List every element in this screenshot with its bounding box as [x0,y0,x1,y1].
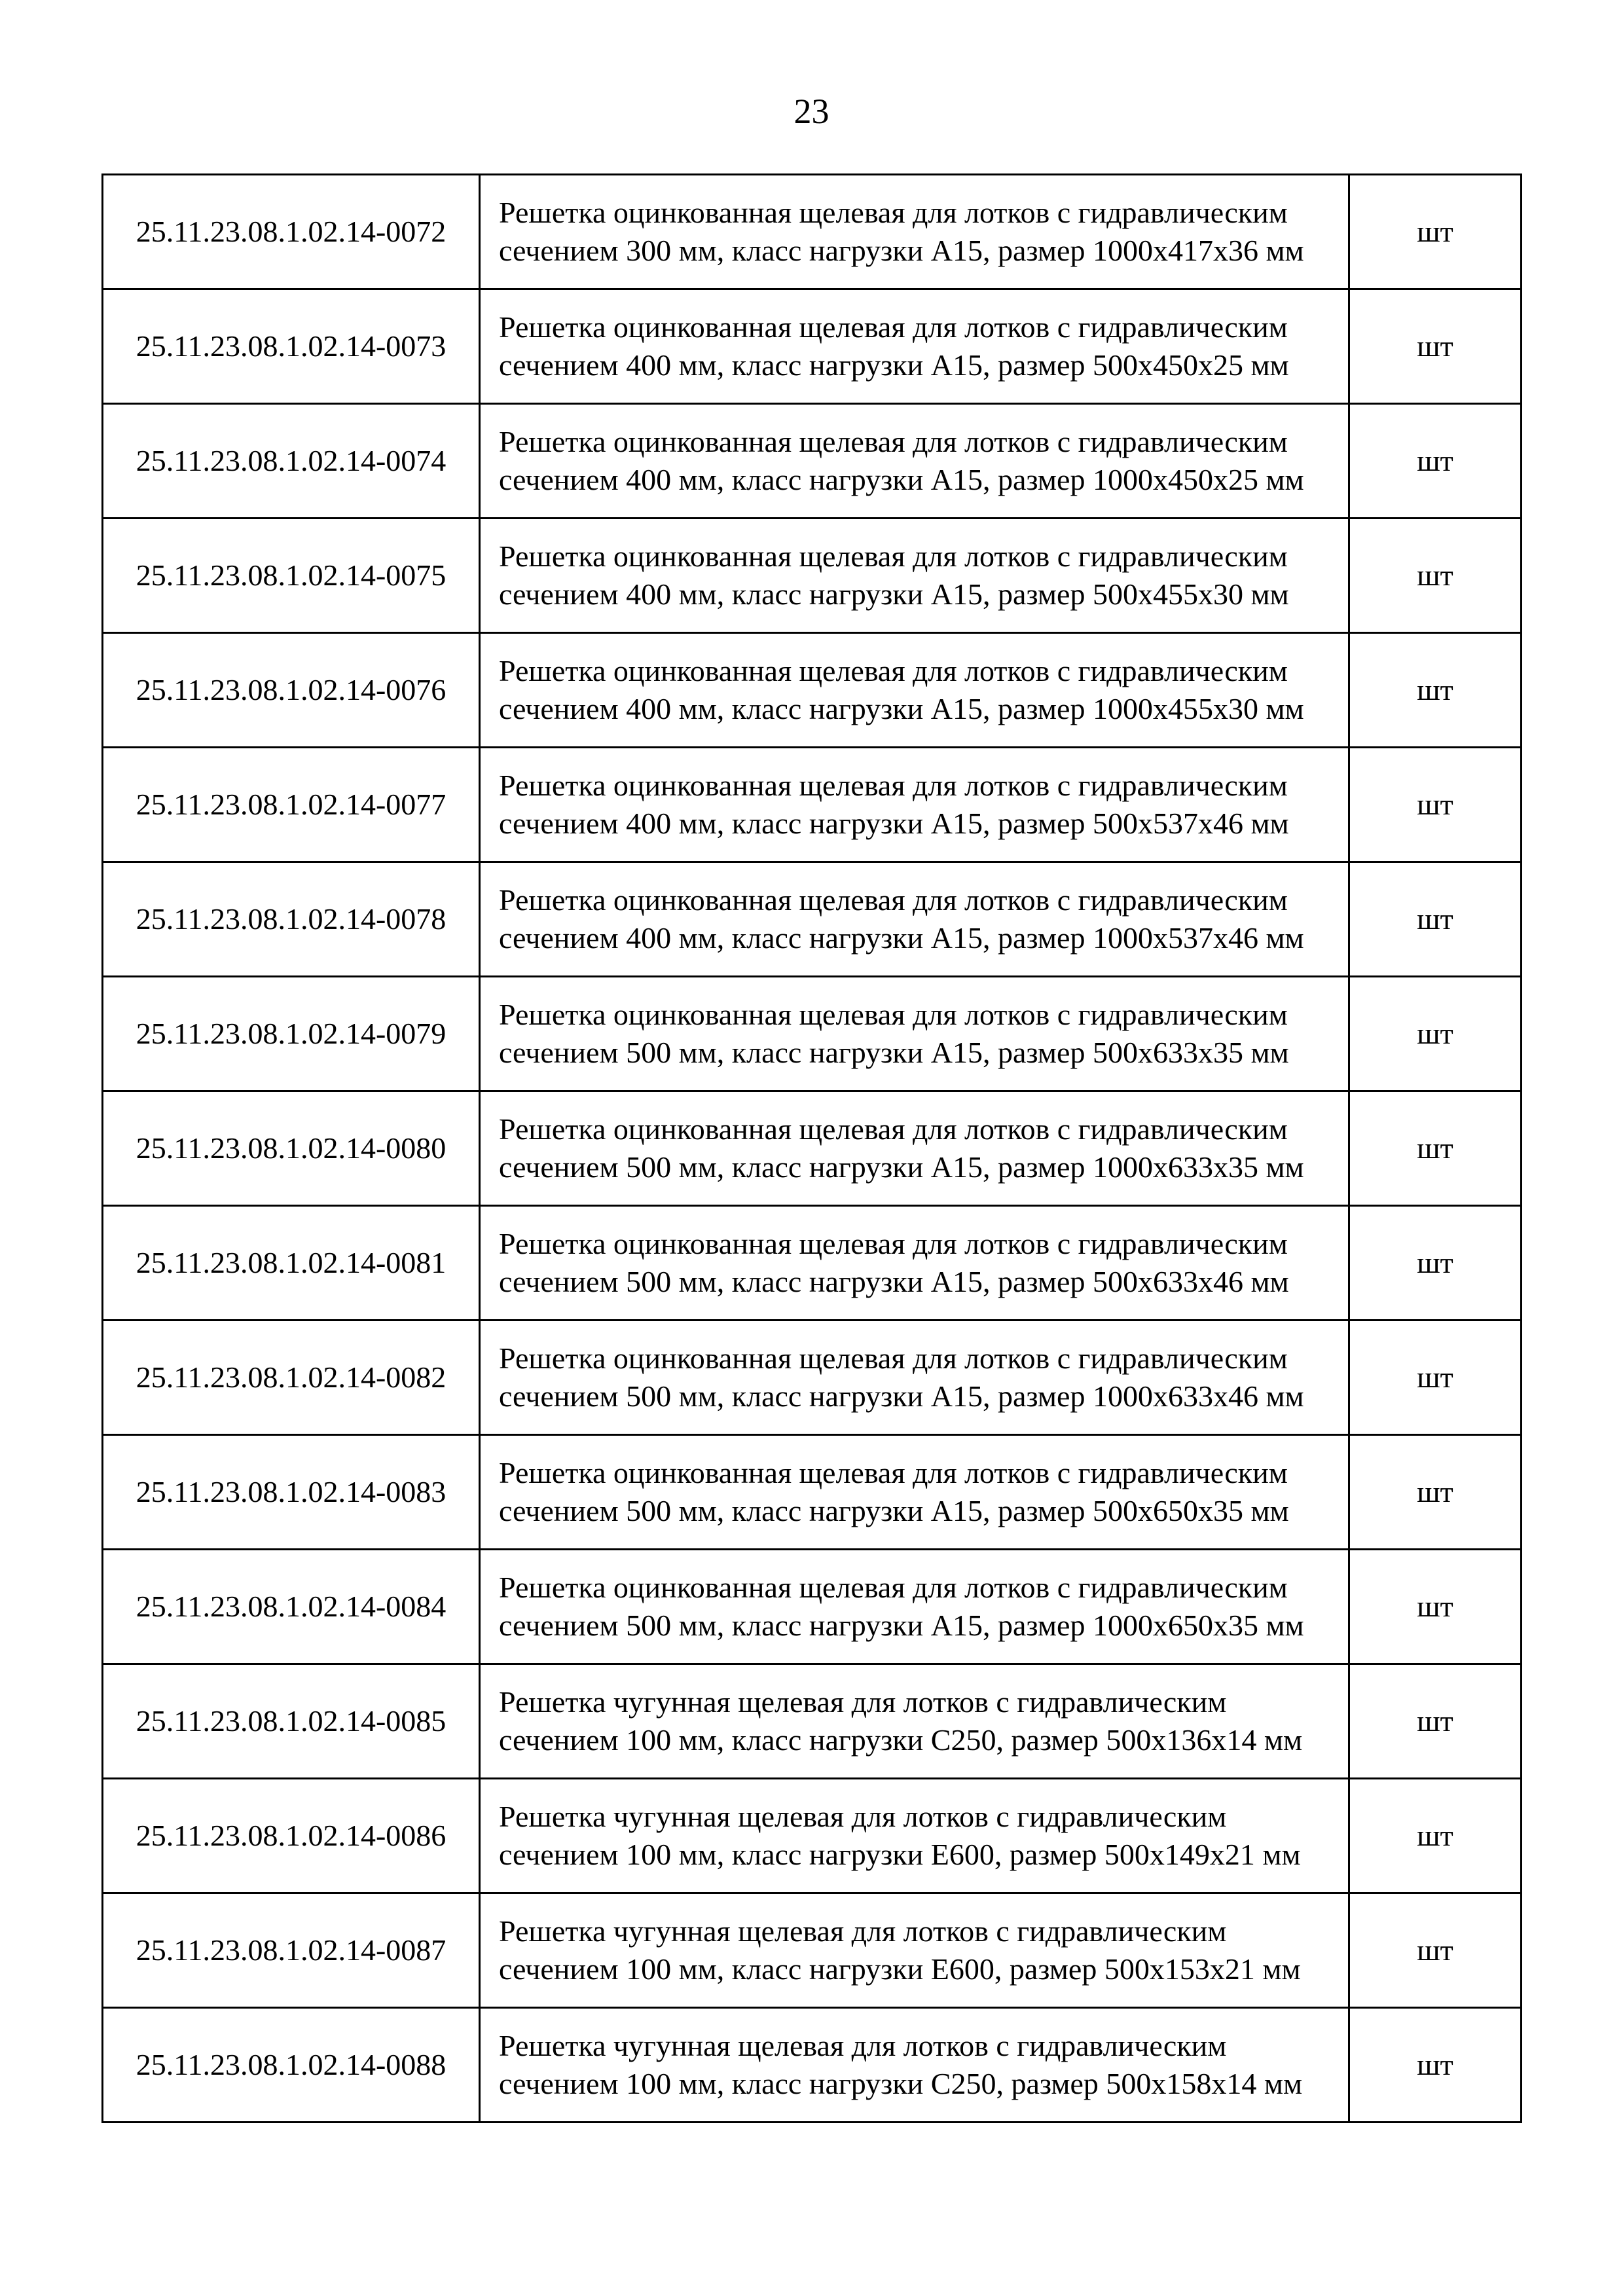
item-code: 25.11.23.08.1.02.14-0074 [103,404,480,519]
item-unit: шт [1349,748,1522,862]
item-description: Решетка оцинкованная щелевая для лотков с гидравлическим сечением 500 мм, класс нагрузки А15, размер 500х633х46 мм [480,1206,1349,1321]
item-code: 25.11.23.08.1.02.14-0075 [103,519,480,633]
table-row [103,977,1522,1091]
item-unit: шт [1349,1779,1522,1893]
item-code: 25.11.23.08.1.02.14-0080 [103,1091,480,1206]
item-code: 25.11.23.08.1.02.14-0072 [103,175,480,289]
item-code: 25.11.23.08.1.02.14-0078 [103,862,480,977]
item-description: Решетка оцинкованная щелевая для лотков с гидравлическим сечением 500 мм, класс нагрузки А15, размер 1000х650х35 мм [480,1550,1349,1664]
item-description: Решетка чугунная щелевая для лотков с гидравлическим сечением 100 мм, класс нагрузки Е600, размер 500х149х21 мм [480,1779,1349,1893]
table-row [103,1779,1522,1893]
table-row [103,289,1522,404]
table-row [103,633,1522,748]
table-row [103,1664,1522,1779]
table-row [103,862,1522,977]
item-description: Решетка оцинкованная щелевая для лотков с гидравлическим сечением 400 мм, класс нагрузки А15, размер 1000х455х30 мм [480,633,1349,748]
item-description: Решетка чугунная щелевая для лотков с гидравлическим сечением 100 мм, класс нагрузки Е600, размер 500х153х21 мм [480,1893,1349,2008]
table-row [103,1091,1522,1206]
table-row [103,1435,1522,1550]
item-unit: шт [1349,1206,1522,1321]
item-unit: шт [1349,977,1522,1091]
page-number: 23 [793,92,830,131]
table-row [103,2008,1522,2123]
table-row [103,1321,1522,1435]
item-description: Решетка оцинкованная щелевая для лотков с гидравлическим сечением 400 мм, класс нагрузки А15, размер 500х450х25 мм [480,289,1349,404]
item-unit: шт [1349,519,1522,633]
item-description: Решетка оцинкованная щелевая для лотков с гидравлическим сечением 400 мм, класс нагрузки А15, размер 500х455х30 мм [480,519,1349,633]
item-unit: шт [1349,1664,1522,1779]
item-code: 25.11.23.08.1.02.14-0084 [103,1550,480,1664]
item-description: Решетка чугунная щелевая для лотков с гидравлическим сечением 100 мм, класс нагрузки С250, размер 500х136х14 мм [480,1664,1349,1779]
catalog-table-body [103,175,1522,2123]
table-row [103,404,1522,519]
item-code: 25.11.23.08.1.02.14-0073 [103,289,480,404]
item-unit: шт [1349,1550,1522,1664]
item-description: Решетка оцинкованная щелевая для лотков с гидравлическим сечением 400 мм, класс нагрузки А15, размер 1000х537х46 мм [480,862,1349,977]
item-unit: шт [1349,1435,1522,1550]
table-row [103,1206,1522,1321]
catalog-table [101,173,1522,2123]
item-unit: шт [1349,289,1522,404]
table-row [103,748,1522,862]
item-code: 25.11.23.08.1.02.14-0079 [103,977,480,1091]
item-unit: шт [1349,404,1522,519]
item-unit: шт [1349,175,1522,289]
item-description: Решетка оцинкованная щелевая для лотков с гидравлическим сечением 400 мм, класс нагрузки А15, размер 1000х450х25 мм [480,404,1349,519]
item-description: Решетка оцинкованная щелевая для лотков с гидравлическим сечением 500 мм, класс нагрузки А15, размер 1000х633х46 мм [480,1321,1349,1435]
item-code: 25.11.23.08.1.02.14-0082 [103,1321,480,1435]
item-unit: шт [1349,633,1522,748]
item-description: Решетка оцинкованная щелевая для лотков с гидравлическим сечением 500 мм, класс нагрузки А15, размер 500х650х35 мм [480,1435,1349,1550]
item-description: Решетка оцинкованная щелевая для лотков с гидравлическим сечением 500 мм, класс нагрузки А15, размер 500х633х35 мм [480,977,1349,1091]
item-code: 25.11.23.08.1.02.14-0077 [103,748,480,862]
item-code: 25.11.23.08.1.02.14-0083 [103,1435,480,1550]
item-description: Решетка оцинкованная щелевая для лотков с гидравлическим сечением 500 мм, класс нагрузки А15, размер 1000х633х35 мм [480,1091,1349,1206]
item-code: 25.11.23.08.1.02.14-0081 [103,1206,480,1321]
table-row [103,1893,1522,2008]
table-row [103,175,1522,289]
item-description: Решетка чугунная щелевая для лотков с гидравлическим сечением 100 мм, класс нагрузки С250, размер 500х158х14 мм [480,2008,1349,2123]
table-row [103,1550,1522,1664]
table-row [103,519,1522,633]
item-code: 25.11.23.08.1.02.14-0087 [103,1893,480,2008]
item-code: 25.11.23.08.1.02.14-0086 [103,1779,480,1893]
item-code: 25.11.23.08.1.02.14-0088 [103,2008,480,2123]
item-unit: шт [1349,1321,1522,1435]
item-unit: шт [1349,862,1522,977]
item-description: Решетка оцинкованная щелевая для лотков с гидравлическим сечением 400 мм, класс нагрузки А15, размер 500х537х46 мм [480,748,1349,862]
item-description: Решетка оцинкованная щелевая для лотков с гидравлическим сечением 300 мм, класс нагрузки А15, размер 1000х417х36 мм [480,175,1349,289]
item-unit: шт [1349,2008,1522,2123]
item-unit: шт [1349,1893,1522,2008]
item-code: 25.11.23.08.1.02.14-0085 [103,1664,480,1779]
item-unit: шт [1349,1091,1522,1206]
item-code: 25.11.23.08.1.02.14-0076 [103,633,480,748]
